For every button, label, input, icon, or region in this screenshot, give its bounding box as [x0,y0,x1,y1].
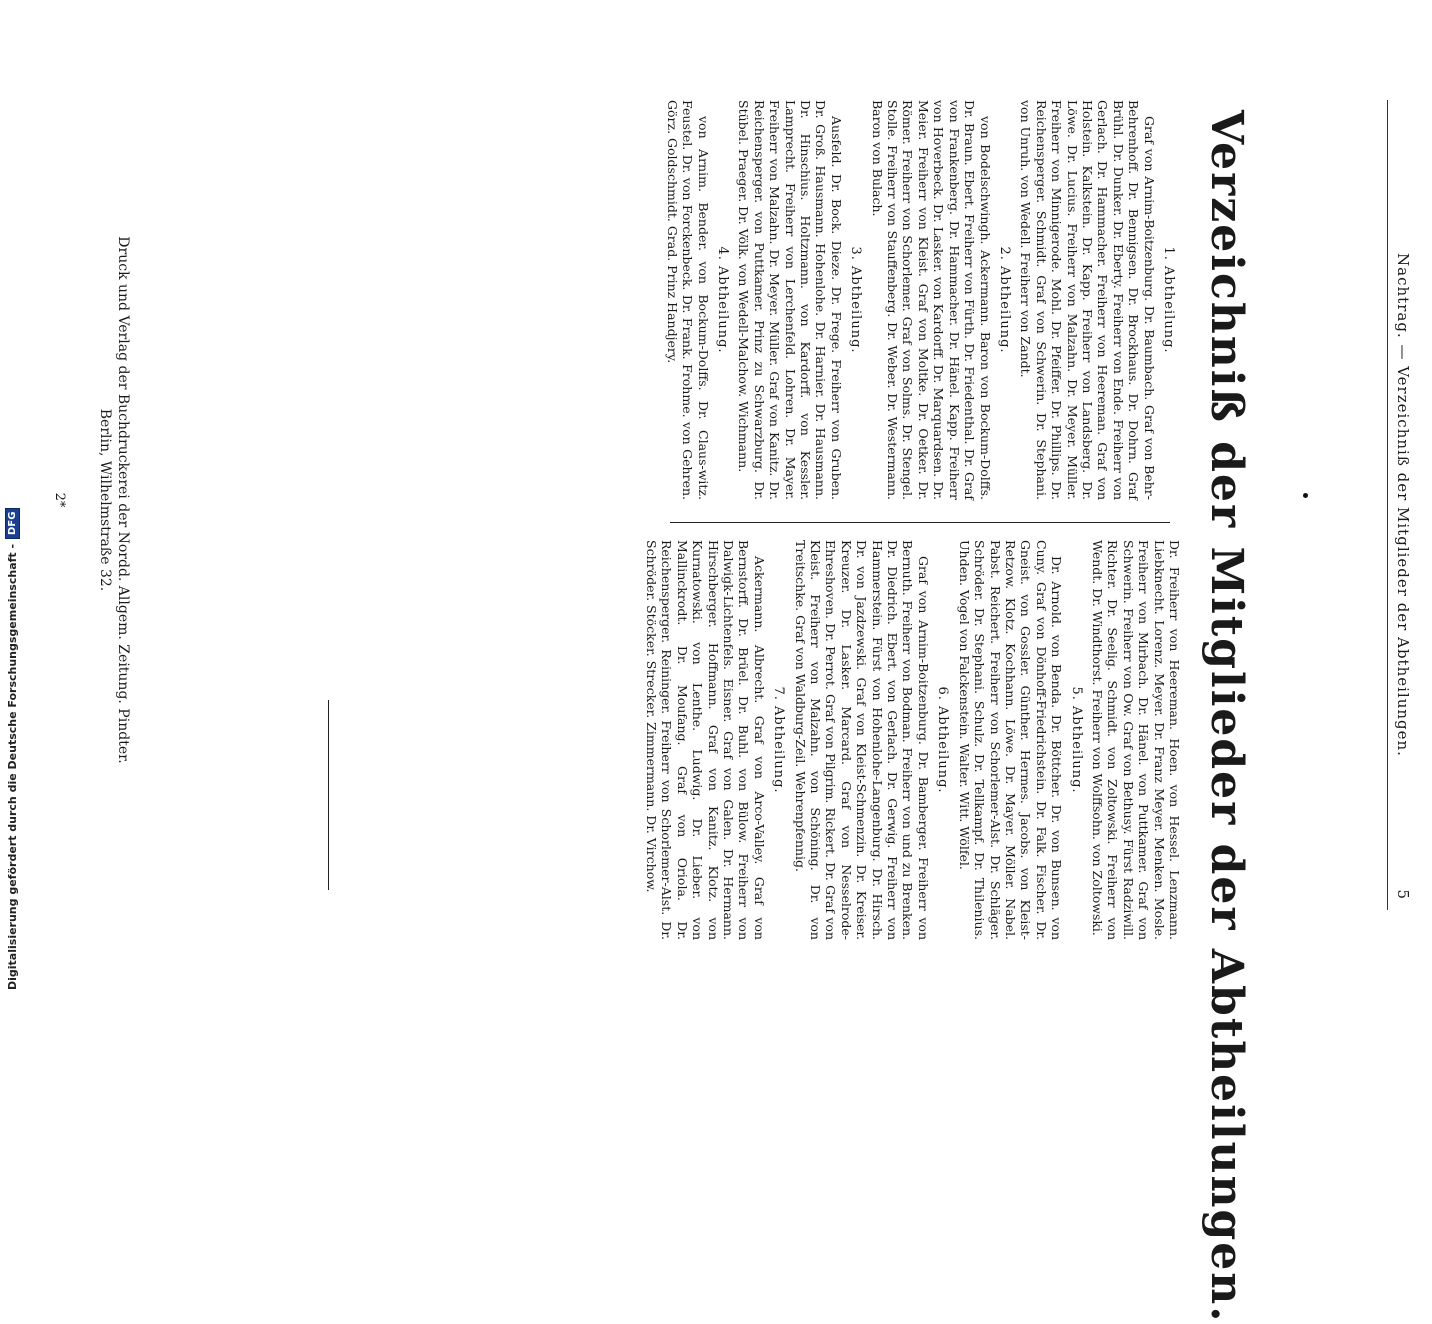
section-2 [869,100,1012,500]
right-column [638,540,1182,940]
section-heading: 1. Abtheilung. [1161,246,1176,354]
section-6 [792,540,950,940]
column-divider [670,522,1170,523]
section-4-continued [1090,540,1182,940]
section-heading: 7. Abtheilung. [771,686,787,794]
section-4 [664,100,730,500]
section-body: Dr. Arnold. von Benda. Dr. Böttcher. Dr. von Bunsen. von Cuny. Graf von Dönhoff-Friedrichstein. Dr. Falk. Fischer. Dr. Gneist. von Gossler. Günther. Hermes. Jacobs. von Kleist-Retzow. Klotz. Kochhann. Löwe. Dr. Mayer. Möller. Nabel. Pabst. Reichert. Freiherr von Schorlemer-Alst. Dr. Schläger. Schröder. Dr. Stephani. Schulz. Dr. Tellkampf. Dr. Thilenius. Uhden. Vogel von Falckenstein. Walter. Witt. Wölfel. [956,540,1065,940]
funding-notice: Digitalisierung gefördert durch die Deutsche Forschungsgemeinschaft - [6,543,19,990]
running-head [1392,110,1412,900]
signature-mark: 2* [52,492,67,508]
section-heading: 4. Abtheilung. [715,246,731,354]
header-rule [1387,100,1388,910]
dfg-logo-icon: DFG [5,508,20,539]
page-title: Verzeichniß der Mitglieder der Abtheilungen. [1201,110,1252,1324]
section-1 [1018,100,1176,500]
section-body: Ausfeld. Dr. Bock. Dieze. Dr. Frege. Freiherr von Gruben. Dr. Groß. Hausmann. Hohenlohe. Dr. Harnier. Dr. Hausmann. Dr. Hinschius. Holtzmann. von Kardorff. von Kessler. Lamprecht. Freiherr von Lerchenfeld. Lohren. Dr. Mayer. Freiherr von Malzahn. Dr. Meyer. Müller. Graf von Kanitz. Dr. Reichensperger. von Puttkamer. Prinz zu Schwarzburg. Dr. Stübel. Praeger. Dr. Völk. von Wedell-Malchow. Wichmann. [736,100,844,500]
section-heading: 5. Abtheilung. [1068,686,1084,794]
section-heading: 2. Abtheilung. [996,246,1012,354]
running-head-text: Nachtrag. — Verzeichniß der Mitglieder der Abtheilungen. [1394,253,1412,757]
closing-rule [328,700,329,890]
page-number: 5 [1394,889,1412,900]
section-body: Ackermann. Albrecht. Graf von Arco-Valley. Graf von Bernstorff. Dr. Brüel. Dr. Buhl. von Bülow. Freiherr von Dalwigk-Lichtenfels. Eisner. Graf von Galen. Dr. Hermann. Hirschberger. Hoffmann. Graf von Kanitz. Klotz. von Kurnatowski. von Lenthe. Ludwig. Dr. Lieber. von Mallinckrodt. Dr. Moufang. Graf von Oriola. Dr. Reichensperger. Reininger. Freiherr von Schorlemer-Alst. Dr. Schröder. Stöcker. Strecker. Zimmermann. Dr. Virchow. [644,540,767,940]
section-5 [956,540,1083,940]
section-7 [644,540,787,940]
imprint-line-1: Druck und Verlag der Buchdruckerei der Nordd. Allgem. Zeitung. Pindter. [115,236,131,764]
section-body: von Bodelschwingh. Ackermann. Baron von Bockum-Dolffs. Dr. Braun. Ebert. Freiherr von Fürth. Dr. Friedenthal. Dr. Graf von Frankenberg. Dr. Hammacher. Dr. Hänel. Kapp. Freiherr von Hoverbeck. Dr. Lasker. von Kardorff. Dr. Marquardsen. Dr. Meier. Freiherr von Kleist. Graf von Moltke. Dr. Oetker. Dr. Römer. Freiherr von Schorlemer. Graf von Solms. Dr. Stengel. Stolle. Freiherr von Stauffenberg. Dr. Weber. Dr. Westermann. Baron von Bulach. [869,100,993,500]
section-heading: 3. Abtheilung. [848,246,864,354]
funding-sidebar [5,508,20,990]
section-3 [736,100,863,500]
ink-dot [1303,493,1308,498]
section-body: Dr. Freiherr von Heereman. Hoen. von Hessel. Lenzmann. Liebknecht. Lorenz. Meyer. Dr. Franz Meyer. Menken. Mosle. Freiherr von Mirbach. Dr. Hänel. von Puttkamer. Graf von Schwerin. Freiherr von Ow. Graf von Bethusy. Fürst Radziwill. Richter. Dr. Seelig. Schmidt. von Zoltowski. Freiherr von Wendt. Dr. Windthorst. Freiherr von Wolffsohn. von Zoltowski. [1089,540,1182,940]
section-body: Graf von Arnim-Boitzenburg. Dr. Baumbach. Graf von Behr-Behrenhoff. Dr. Bennigsen. Dr. Brockhaus. Dr. Dohrn. Graf Brühl. Dr. Dunker. Dr. Eberty. Freiherr von Ende. Freiherr von Gerlach. Dr. Hammacher. Freiherr von Heereman. Graf von Holstein. Kalkstein. Dr. Kapp. Freiherr von Landsberg. Dr. Löwe. Dr. Lucius. Freiherr von Malzahn. Dr. Meyer. Müller. Freiherr von Minnigerode. Mohl. Dr. Pfeiffer. Dr. Phillips. Dr. Reichensperger. Schmidt. Graf von Schwerin. Dr. Stephani. von Unruh. von Wedell. Freiherr von Zandt. [1018,100,1157,500]
section-body: Graf von Arnim-Boitzenburg. Dr. Bamberger. Freiherr von Bernuth. Freiherr von Bodman. Freiherr von und zu Brenken. Dr. Diedrich. Ebert. von Gerlach. Dr. Gerwig. Freiherr von Hammerstein. Fürst von Hohenlohe-Langenburg. Dr. Hirsch. Dr. von Jazdzewski. Graf von Kleist-Schmenzin. Dr. Kreiser. Kreuzer. Dr. Lasker. Marcard. Graf von Nesselrode-Ehreshoven. Dr. Perrot. Graf von Pilgrim. Rickert. Dr. Graf von Kleist. Freiherr von Malzahn. von Schöning. Dr. von Treitschke. Graf von Waldburg-Zeil. Wehrenpfennig. [792,540,931,940]
imprint [96,110,132,890]
left-column [658,100,1182,500]
section-heading: 6. Abtheilung. [935,686,951,794]
imprint-line-2: Berlin, Wilhelmstraße 32. [97,408,113,592]
section-body: von Arnim. Bender. von Bockum-Dolffs. Dr. Claus-witz. Feustel. Dr. von Forckenbeck. Dr. Frank. Frohme. von Gehren. Görz. Goldschmidt. Grad. Prinz Handjery. [664,100,711,500]
